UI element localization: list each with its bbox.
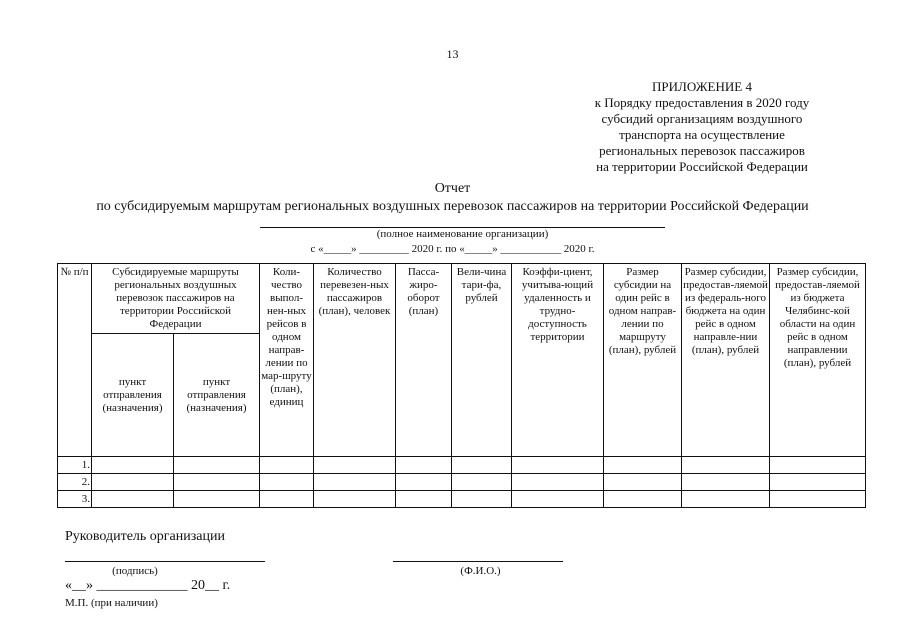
table-cell[interactable] [396, 474, 452, 491]
report-table [57, 263, 866, 508]
table-cell[interactable] [92, 491, 174, 508]
table-cell[interactable] [770, 457, 866, 474]
report-subtitle: по субсидируемым маршрутам региональных воздушных перевозок пассажиров на территории Российской Федерации [96, 199, 809, 214]
signature-line[interactable] [65, 561, 265, 562]
header-cell: № п/п [58, 264, 92, 457]
table-row [58, 457, 866, 474]
table-cell[interactable] [770, 491, 866, 508]
table-cell[interactable] [174, 474, 260, 491]
fio-label: (Ф.И.О.) [460, 565, 501, 577]
stamp-label: М.П. (при наличии) [65, 597, 158, 609]
appendix-title: ПРИЛОЖЕНИЕ 4 [652, 79, 752, 94]
table-cell[interactable] [682, 457, 770, 474]
table-cell[interactable] [396, 491, 452, 508]
appendix-line: субсидий организациям воздушного [601, 111, 803, 126]
signature-label: (подпись) [112, 565, 158, 577]
fio-line[interactable] [393, 561, 563, 562]
signature-date: «__» _____________ 20__ г. [65, 578, 231, 593]
header-cell: Количество перевезен-ных пассажиров (план), человек [314, 264, 396, 457]
appendix-block [557, 79, 847, 175]
table-cell[interactable] [452, 457, 512, 474]
header-cell: Субсидируемые маршруты региональных воздушных перевозок пассажиров на территории Российской Федерации [92, 264, 260, 334]
header-cell: Размер субсидии, предостав-ляемой из федераль-ного бюджета на один рейс в одном направле-нии (план), рублей [682, 264, 770, 457]
row-number: 2. [58, 474, 92, 491]
report-period: с «_____» _________ 2020 г. по «_____» ___________ 2020 г. [310, 243, 595, 255]
table-cell[interactable] [512, 491, 604, 508]
table-cell[interactable] [452, 491, 512, 508]
table-cell[interactable] [92, 457, 174, 474]
row-number: 3. [58, 491, 92, 508]
table-cell[interactable] [174, 491, 260, 508]
header-cell: Коли-чество выпол-нен-ных рейсов в одном направ-лении по мар-шруту (план), единиц [260, 264, 314, 457]
table-cell[interactable] [174, 457, 260, 474]
table-cell[interactable] [604, 491, 682, 508]
table-cell[interactable] [452, 474, 512, 491]
table-row [58, 474, 866, 491]
table-cell[interactable] [314, 457, 396, 474]
appendix-line: на территории Российской Федерации [596, 159, 808, 174]
table-cell[interactable] [604, 474, 682, 491]
appendix-line: транспорта на осуществление [619, 127, 785, 142]
table-cell[interactable] [770, 474, 866, 491]
header-cell: Размер субсидии на один рейс в одном направ-лении по маршруту (план), рублей [604, 264, 682, 457]
table-row [58, 491, 866, 508]
subheader-cell: пункт отправления (назначения) [92, 334, 174, 457]
table-cell[interactable] [260, 457, 314, 474]
header-cell: Размер субсидии, предостав-ляемой из бюджета Челябинс-кой области на один рейс в одном направлении (план), рублей [770, 264, 866, 457]
table-cell[interactable] [682, 491, 770, 508]
org-name-label: (полное наименование организации) [376, 228, 549, 240]
table-cell[interactable] [682, 474, 770, 491]
table-cell[interactable] [512, 457, 604, 474]
header-cell: Пасса-жиро-оборот (план) [396, 264, 452, 457]
table-cell[interactable] [396, 457, 452, 474]
table-cell[interactable] [604, 457, 682, 474]
report-title: Отчет [434, 181, 471, 196]
table-header-row [58, 264, 866, 334]
table-cell[interactable] [512, 474, 604, 491]
table-cell[interactable] [314, 474, 396, 491]
appendix-line: региональных перевозок пассажиров [599, 143, 805, 158]
table-cell[interactable] [260, 474, 314, 491]
row-number: 1. [58, 457, 92, 474]
appendix-line: к Порядку предоставления в 2020 году [594, 95, 810, 110]
subheader-cell: пункт отправления (назначения) [174, 334, 260, 457]
page-number: 13 [446, 47, 459, 61]
table-cell[interactable] [314, 491, 396, 508]
header-cell: Коэффи-циент, учитыва-ющий удаленность и трудно-доступность территории [512, 264, 604, 457]
table-cell[interactable] [260, 491, 314, 508]
header-cell: Вели-чина тари-фа, рублей [452, 264, 512, 457]
head-of-organization-label: Руководитель организации [65, 529, 225, 544]
table-cell[interactable] [92, 474, 174, 491]
